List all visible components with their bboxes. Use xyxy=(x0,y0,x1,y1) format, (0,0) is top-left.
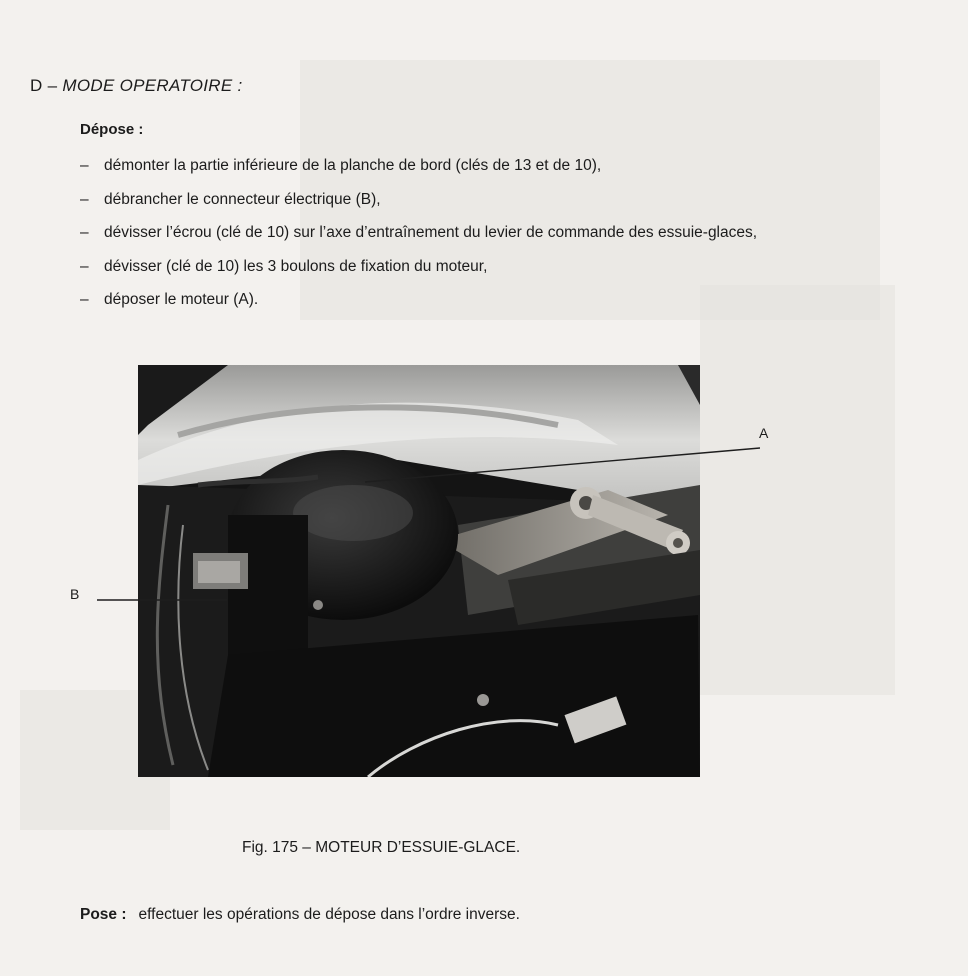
step-dash: – xyxy=(80,291,89,308)
depose-steps-list xyxy=(80,157,757,325)
step-text: dévisser (clé de 10) les 3 boulons de fixation du moteur, xyxy=(104,257,488,275)
step-text: débrancher le connecteur électrique (B), xyxy=(104,190,381,208)
callout-line-a xyxy=(360,440,760,490)
depose-step xyxy=(80,157,757,191)
step-text: déposer le moteur (A). xyxy=(104,291,259,308)
show-through-block-right xyxy=(700,285,895,695)
section-title: MODE OPERATOIRE : xyxy=(62,76,243,95)
pose-paragraph xyxy=(80,906,520,924)
step-dash: – xyxy=(80,157,89,174)
callout-label-b: B xyxy=(70,586,80,602)
step-dash: – xyxy=(80,257,89,275)
section-heading xyxy=(30,76,243,96)
depose-step xyxy=(80,224,757,258)
callout-label-a: A xyxy=(759,425,769,441)
step-dash: – xyxy=(80,190,89,208)
wiper-motor-photo xyxy=(138,365,700,777)
depose-step xyxy=(80,291,757,325)
depose-heading: Dépose : xyxy=(80,121,144,138)
pose-text: effectuer les opérations de dépose dans l’ordre inverse. xyxy=(138,906,520,923)
step-dash: – xyxy=(80,224,89,241)
step-text: dévisser l’écrou (clé de 10) sur l’axe d’entraînement du levier de commande des essuie-glaces, xyxy=(104,224,758,241)
figure-caption: Fig. 175 – MOTEUR D’ESSUIE-GLACE. xyxy=(242,839,521,856)
callout-line-b xyxy=(97,590,232,610)
section-letter: D xyxy=(30,76,43,95)
section-dash: – xyxy=(47,76,58,95)
pose-heading: Pose : xyxy=(80,906,127,923)
depose-step xyxy=(80,191,757,225)
depose-step xyxy=(80,258,757,292)
step-text: démonter la partie inférieure de la planche de bord (clés de 13 et de 10), xyxy=(104,157,602,174)
